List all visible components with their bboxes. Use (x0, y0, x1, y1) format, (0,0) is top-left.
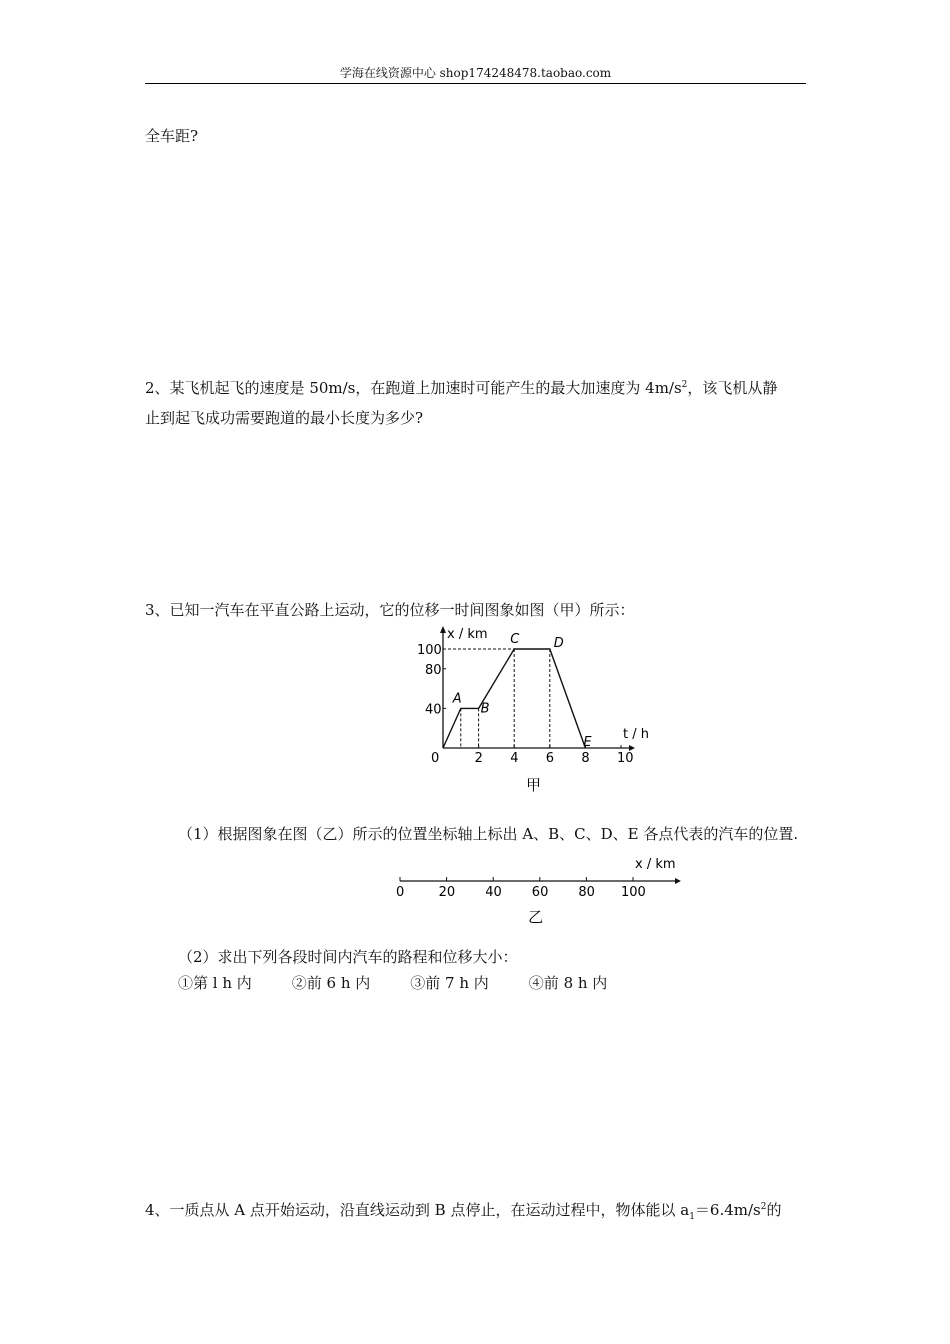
q1-tail: 全车距? (145, 127, 199, 145)
y-axis-label: x / km (447, 627, 488, 642)
item-1: ①第 l h 内 (178, 974, 252, 992)
q3-part2: （2）求出下列各段时间内汽车的路程和位移大小： (178, 948, 518, 966)
q2-line1-text: 2、某飞机起飞的速度是 50m/s，在跑道上加速时可能产生的最大加速度为 4m/s (145, 379, 682, 397)
position-axis-arrow (675, 878, 681, 884)
y-axis-arrow (440, 626, 446, 633)
axis-tick-label: 20 (438, 885, 456, 900)
y-tick-label: 40 (425, 702, 442, 718)
x-tick-label: 2 (474, 751, 483, 766)
q3-intro: 3、已知一汽车在平直公路上运动，它的位移一时间图象如图（甲）所示： (145, 601, 635, 619)
data-line (443, 649, 585, 748)
axis-tick-label: 60 (531, 885, 549, 900)
x-tick-label: 10 (617, 751, 634, 766)
axis-tick-label: 40 (485, 885, 502, 900)
axis-tick-label: 100 (621, 885, 646, 900)
axis-yi (375, 850, 695, 930)
y-tick-label: 100 (417, 643, 442, 658)
q3-part1: （1）根据图象在图（乙）所示的位置坐标轴上标出 A、B、C、D、E 各点代表的汽车的位置. (178, 825, 799, 843)
graph-jia (415, 620, 680, 795)
q2-sup: 2 (681, 380, 688, 390)
item-4: ④前 8 h 内 (528, 974, 608, 992)
x-tick-label: 0 (431, 751, 440, 766)
q2-line1-post: ，该飞机从静 (687, 379, 778, 397)
axis-label: x / km (635, 857, 676, 872)
figure-caption: 乙 (528, 908, 544, 926)
y-tick-label: 80 (425, 662, 442, 678)
q4-post: 的 (766, 1201, 782, 1219)
point-label-E: E (583, 735, 592, 750)
question-2 (145, 370, 806, 433)
point-label-C: C (510, 632, 520, 647)
x-tick-label: 6 (545, 751, 555, 766)
q2-line1 (145, 370, 806, 403)
page-header: 学海在线资源中心 shop174248478.taobao.com (339, 66, 612, 80)
q3-items (178, 972, 607, 993)
point-label-A: A (452, 691, 462, 707)
x-tick-label: 4 (510, 751, 519, 766)
q4-mid: ＝6.4m/s (694, 1201, 761, 1219)
header-rule (145, 83, 806, 84)
q4-sub: 1 (689, 1212, 695, 1222)
axis-tick-label: 0 (396, 885, 405, 900)
x-axis-label: t / h (623, 727, 649, 742)
figure-caption: 甲 (526, 776, 542, 794)
item-2: ②前 6 h 内 (291, 974, 371, 992)
item-3: ③前 7 h 内 (410, 974, 489, 992)
x-tick-label: 8 (581, 751, 590, 766)
q2-line2: 止到起飞成功需要跑道的最小长度为多少? (145, 409, 424, 427)
axis-tick-label: 80 (578, 885, 595, 900)
point-label-B: B (480, 701, 490, 717)
question-4 (145, 1192, 806, 1232)
q4-sup: 2 (760, 1202, 767, 1212)
q4-text: 4、一质点从 A 点开始运动，沿直线运动到 B 点停止，在运动过程中，物体能以 a (145, 1201, 690, 1219)
point-label-D: D (553, 636, 564, 651)
